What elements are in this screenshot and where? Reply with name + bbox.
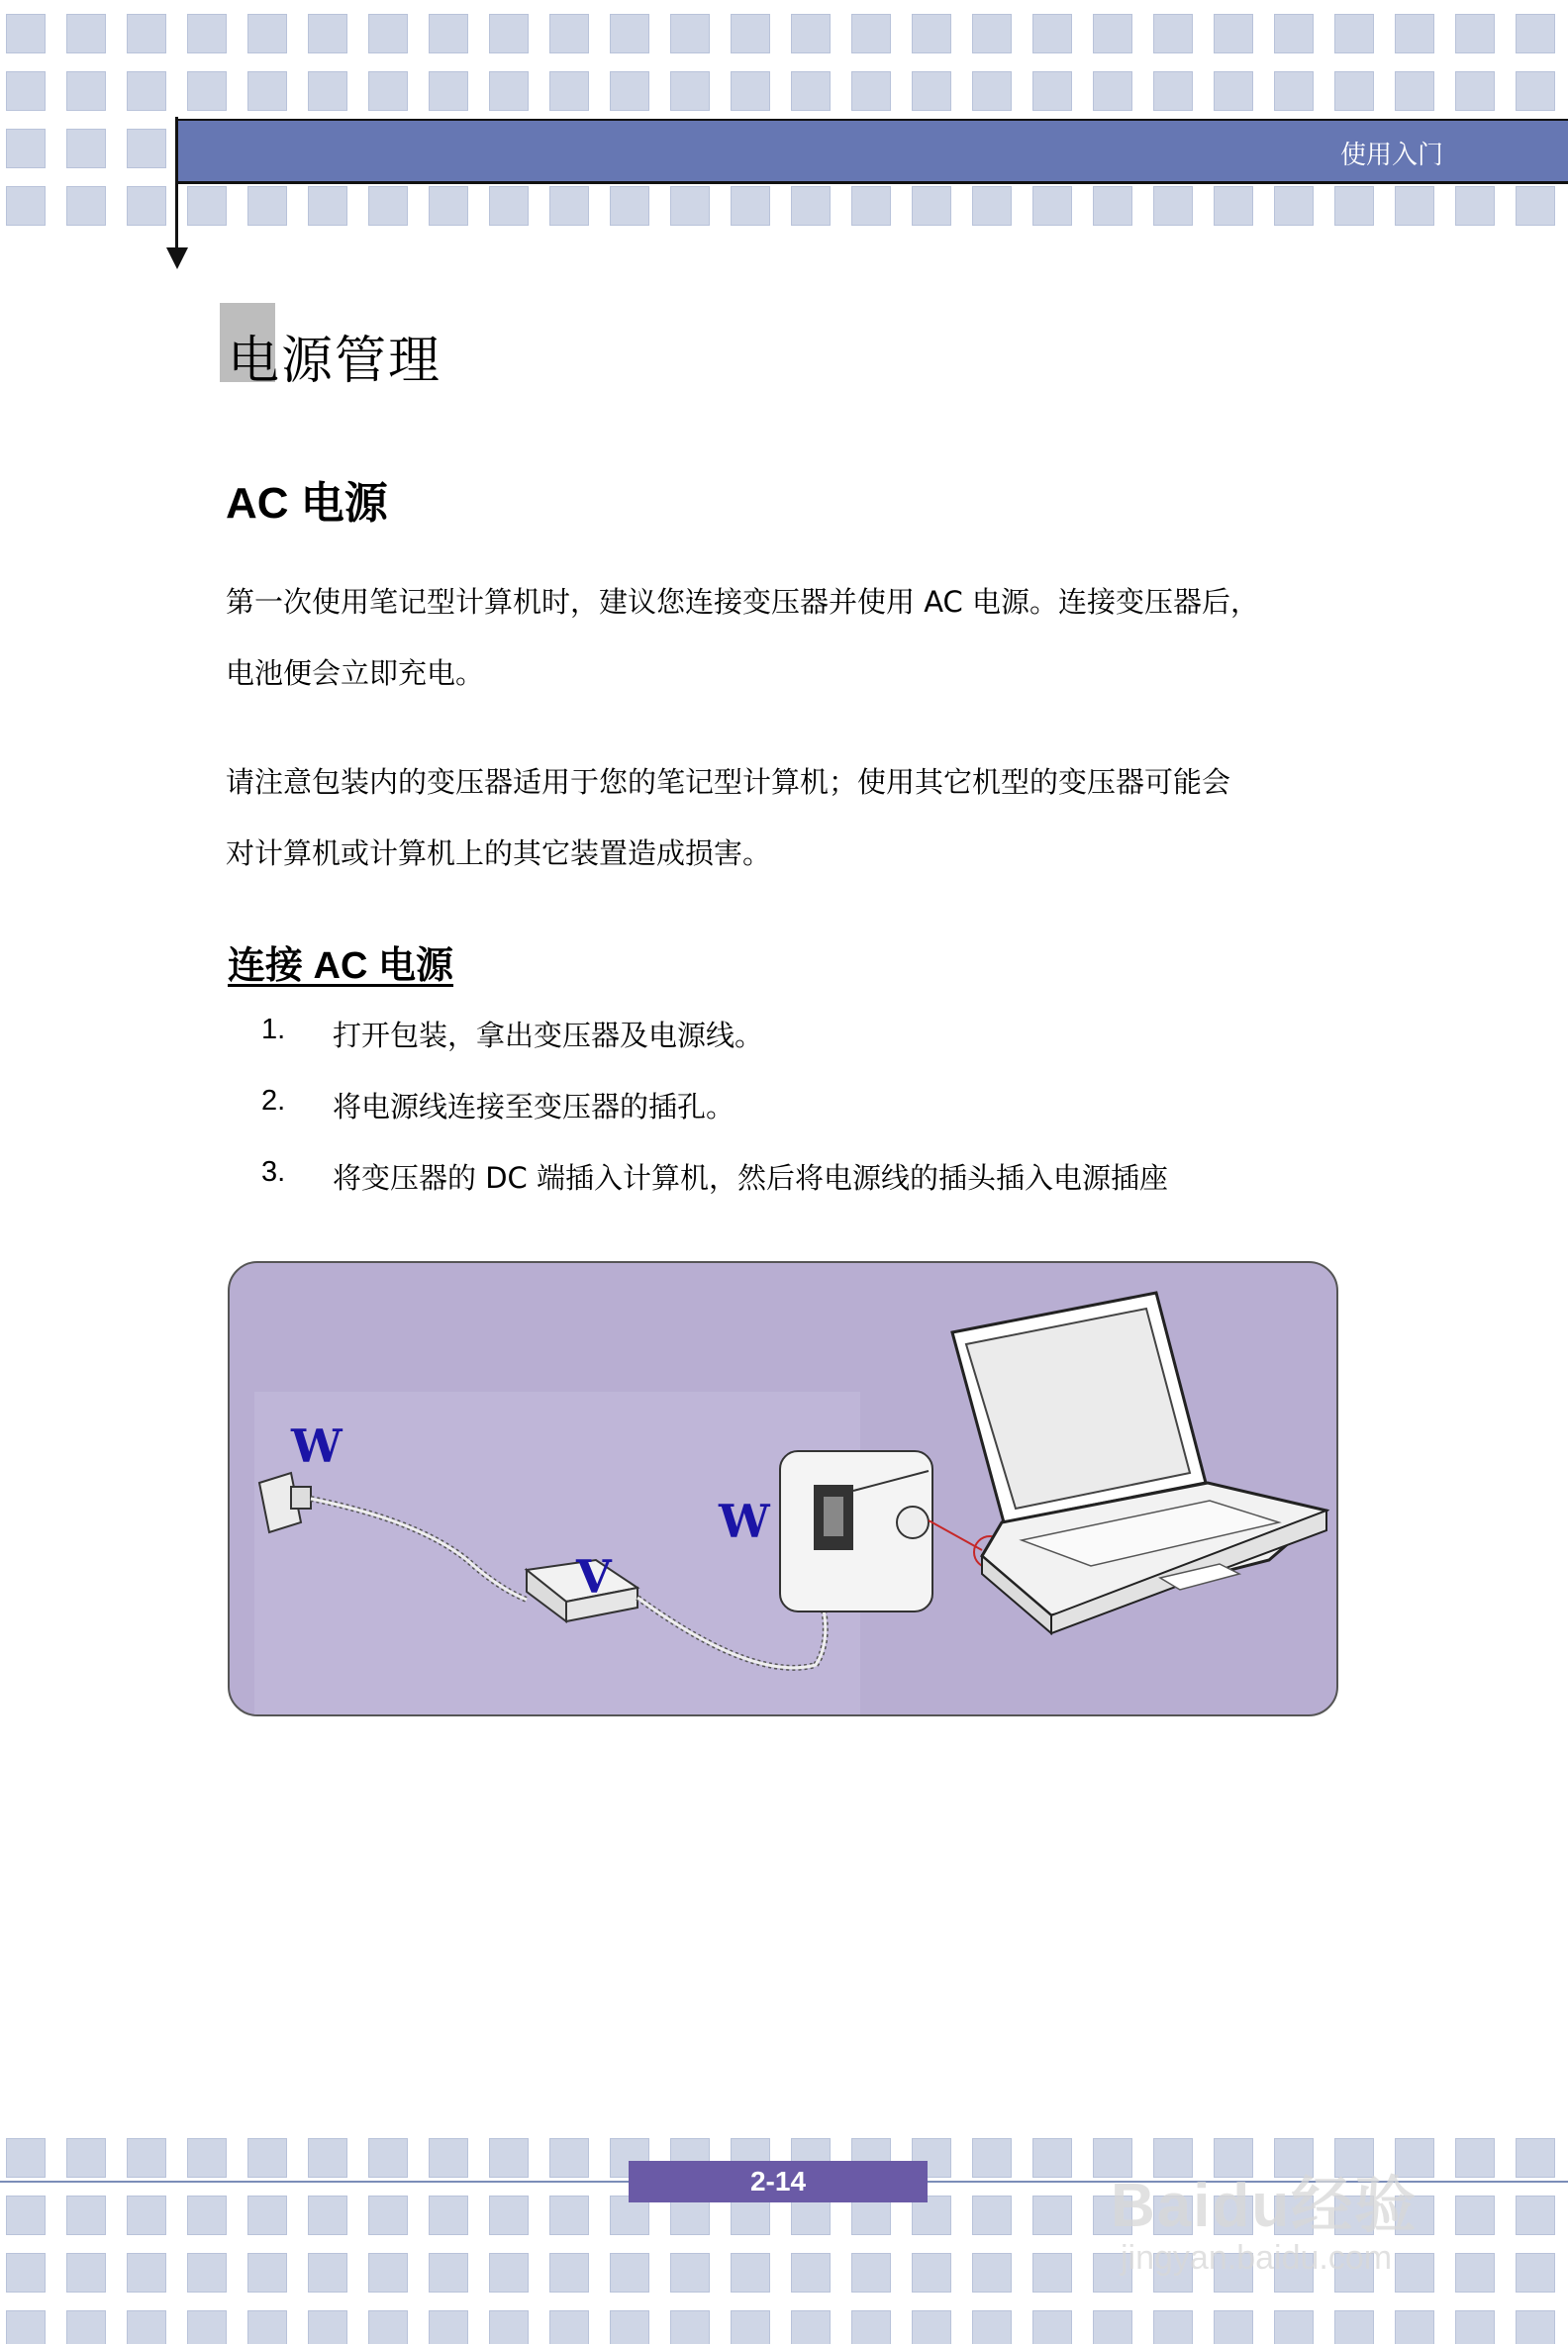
decorative-tile [429,71,468,111]
decorative-tile [1516,71,1555,111]
illustration-drawing [230,1263,1338,1716]
decorative-tile [972,14,1012,53]
decorative-tile [368,2310,408,2344]
decorative-tile [972,2310,1012,2344]
decorative-tile [791,2253,831,2293]
decorative-tile [187,2138,227,2178]
arrow-down-icon [166,247,188,269]
decorative-tile [912,2310,951,2344]
decorative-tile [6,186,46,226]
decorative-tile [6,71,46,111]
tile-row [6,14,1555,53]
decorative-tile [66,14,106,53]
decorative-tile [1214,71,1253,111]
paragraph-line: 对计算机或计算机上的其它装置造成损害。 [226,836,772,870]
decorative-tile [127,186,166,226]
decorative-tile [187,186,227,226]
connection-illustration [228,1261,1338,1716]
decorative-tile [1153,2310,1193,2344]
decorative-tile [1153,186,1193,226]
decorative-tile [549,186,589,226]
decorative-tile [1274,14,1314,53]
decorative-tile [308,186,347,226]
step-text: 将变压器的 DC 端插入计算机，然后将电源线的插头插入电源插座 [333,1161,1169,1195]
decorative-tile [66,186,106,226]
decorative-tile [1274,186,1314,226]
laptop-icon [952,1293,1326,1633]
decorative-tile [6,14,46,53]
port-closeup-inset [780,1451,932,1612]
decorative-tile [1032,2253,1072,2293]
decorative-tile [66,129,106,168]
decorative-tile [549,2310,589,2344]
baidu-watermark [1111,2128,1536,2296]
paragraph-line: 请注意包装内的变压器适用于您的笔记型计算机；使用其它机型的变压器可能会 [226,765,1231,799]
decorative-tile [308,71,347,111]
decorative-tile [610,14,649,53]
decorative-tile [1093,71,1132,111]
decorative-tile [127,71,166,111]
decorative-tile [247,71,287,111]
decorative-tile [912,186,951,226]
list-item [261,1014,763,1054]
decorative-tile [6,2138,46,2178]
decorative-tile [791,186,831,226]
tile-row [6,2310,1555,2344]
decorative-tile [731,2253,770,2293]
decorative-tile [429,2196,468,2235]
decorative-tile [851,2253,891,2293]
page-title: 电源管理 [228,332,442,391]
decorative-tile [1395,2310,1434,2344]
decorative-tile [549,71,589,111]
decorative-tile [247,2138,287,2178]
decorative-tile [1274,71,1314,111]
section-heading: AC 电源 [226,479,388,528]
list-item [261,1085,735,1125]
decorative-tile [1032,2138,1072,2178]
decorative-tile [549,14,589,53]
decorative-tile [670,14,710,53]
decorative-tile [1334,71,1374,111]
decorative-tile [851,71,891,111]
decorative-tile [1032,2310,1072,2344]
step-text: 将电源线连接至变压器的插孔。 [333,1090,735,1123]
decorative-tile [1455,186,1495,226]
decorative-tile [1395,186,1434,226]
decorative-tile [489,14,529,53]
decorative-tile [1093,14,1132,53]
decorative-tile [972,186,1012,226]
tile-row [6,186,1555,226]
decorative-tile [187,71,227,111]
decorative-tile [66,2310,106,2344]
decorative-tile [1395,71,1434,111]
decorative-tile [247,2253,287,2293]
wall-plug-icon [259,1473,311,1532]
decorative-tile [429,2310,468,2344]
decorative-tile [912,71,951,111]
decorative-tile [912,14,951,53]
decorative-tile [368,71,408,111]
decorative-tile [429,186,468,226]
decorative-tile [972,2138,1012,2178]
decorative-tile [187,2196,227,2235]
decorative-tile [1032,14,1072,53]
decorative-tile [731,186,770,226]
decorative-tile [489,71,529,111]
watermark-url: jingyan.baidu.com [1121,2239,1393,2277]
step-number: 3. [261,1156,286,1188]
decorative-tile [6,129,46,168]
step-number: 1. [261,1014,286,1045]
decorative-tile [1032,186,1072,226]
decorative-tile [912,2253,951,2293]
decorative-tile [489,186,529,226]
decorative-tile [368,2138,408,2178]
decorative-tile [308,2253,347,2293]
subsection-heading: 连接 AC 电源 [228,945,454,987]
decorative-tile [972,2196,1012,2235]
decorative-tile [851,14,891,53]
decorative-tile [187,2253,227,2293]
decorative-tile [368,186,408,226]
tile-row [6,71,1555,111]
decorative-tile [429,2253,468,2293]
decorative-tile [127,2253,166,2293]
decorative-tile [1153,14,1193,53]
decorative-tile [6,2310,46,2344]
decorative-tile [1395,14,1434,53]
label-w-left: W [291,1419,343,1473]
decorative-tile [187,2310,227,2344]
decorative-tile [610,186,649,226]
paragraph-2 [226,746,1354,889]
left-rule [175,117,178,251]
decorative-tile [1153,71,1193,111]
step-text: 打开包装，拿出变压器及电源线。 [333,1019,764,1052]
decorative-tile [308,2310,347,2344]
decorative-tile [1334,2310,1374,2344]
decorative-tile [368,2196,408,2235]
decorative-tile [1334,186,1374,226]
decorative-tile [1093,2310,1132,2344]
decorative-tile [187,14,227,53]
decorative-tile [1455,71,1495,111]
decorative-tile [127,2196,166,2235]
decorative-tile [247,14,287,53]
decorative-tile [610,2310,649,2344]
decorative-tile [127,2310,166,2344]
decorative-tile [1274,2310,1314,2344]
decorative-tile [1455,2310,1495,2344]
decorative-tile [670,2310,710,2344]
decorative-tile [1093,186,1132,226]
decorative-tile [1334,14,1374,53]
decorative-tile [368,14,408,53]
paragraph-line: 电池便会立即充电。 [226,656,485,690]
decorative-tile [368,2253,408,2293]
decorative-tile [66,2253,106,2293]
list-item [261,1156,1168,1197]
decorative-tile [489,2310,529,2344]
decorative-tile [489,2138,529,2178]
page-number: 2-14 [629,2161,928,2202]
decorative-tile [1455,14,1495,53]
decorative-tile [731,14,770,53]
decorative-tile [1214,14,1253,53]
decorative-tile [127,129,166,168]
decorative-tile [308,2196,347,2235]
decorative-tile [610,71,649,111]
decorative-tile [972,71,1012,111]
decorative-tile [670,71,710,111]
paragraph-1 [226,566,1354,709]
decorative-tile [127,14,166,53]
decorative-tile [1516,2310,1555,2344]
decorative-tile [1214,2310,1253,2344]
decorative-tile [851,2310,891,2344]
watermark-logo-text: Baidu经验 [1111,2172,1419,2240]
decorative-tile [6,2196,46,2235]
header-title: 使用入门 [1339,141,1443,170]
decorative-tile [670,2253,710,2293]
decorative-tile [429,2138,468,2178]
decorative-tile [670,186,710,226]
decorative-tile [791,71,831,111]
decorative-tile [247,2196,287,2235]
decorative-tile [247,2310,287,2344]
decorative-tile [66,2196,106,2235]
decorative-tile [489,2196,529,2235]
decorative-tile [308,14,347,53]
decorative-tile [6,2253,46,2293]
decorative-tile [66,71,106,111]
decorative-tile [1032,71,1072,111]
decorative-tile [1032,2196,1072,2235]
label-w-right: W [719,1495,770,1548]
decorative-tile [549,2138,589,2178]
header-bar [176,119,1568,184]
decorative-tile [791,14,831,53]
decorative-tile [1516,14,1555,53]
decorative-tile [731,2310,770,2344]
decorative-tile [127,2138,166,2178]
decorative-tile [549,2196,589,2235]
decorative-tile [308,2138,347,2178]
decorative-tile [1214,186,1253,226]
decorative-tile [731,71,770,111]
decorative-tile [247,186,287,226]
decorative-tile [791,2310,831,2344]
decorative-tile [1516,186,1555,226]
decorative-tile [610,2253,649,2293]
decorative-tile [429,14,468,53]
paragraph-line: 第一次使用笔记型计算机时，建议您连接变压器并使用 AC 电源。连接变压器后， [226,585,1260,619]
label-v: V [576,1550,612,1604]
decorative-tile [851,186,891,226]
decorative-tile [549,2253,589,2293]
decorative-tile [489,2253,529,2293]
decorative-tile [972,2253,1012,2293]
decorative-tile [66,2138,106,2178]
step-number: 2. [261,1085,286,1117]
